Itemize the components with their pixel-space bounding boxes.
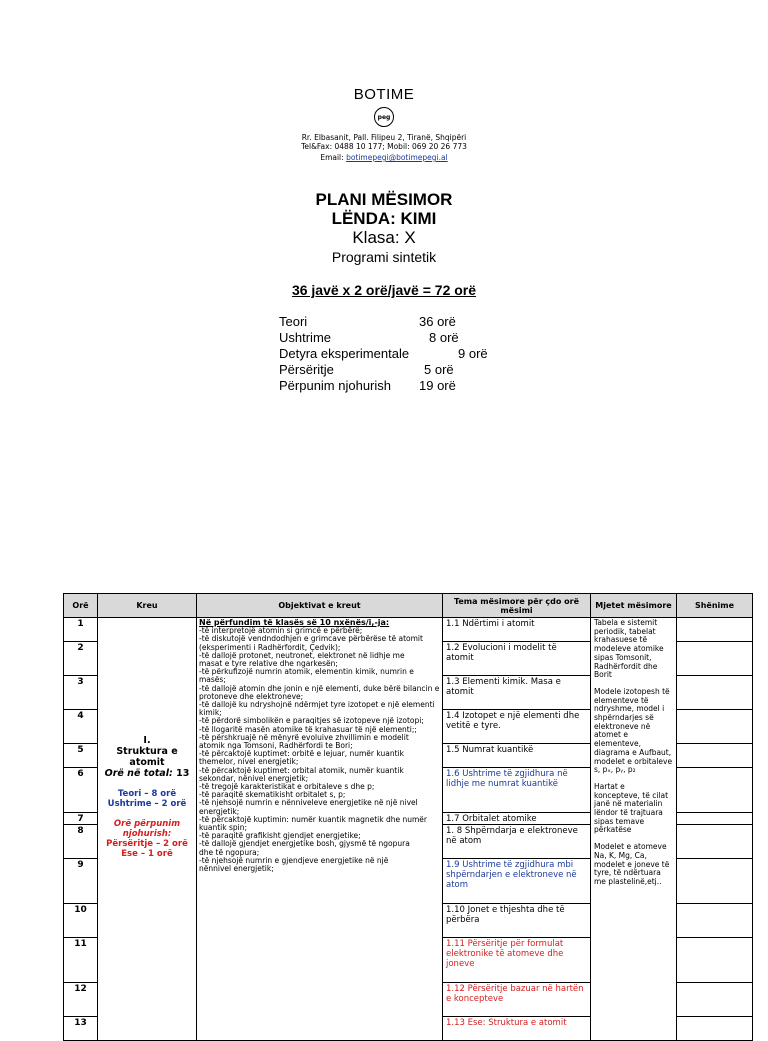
lesson-number: 6 — [64, 768, 98, 813]
lesson-topic: 1.9 Ushtrime të zgjidhura mbi shpërndarjen e elektroneve në atom — [443, 859, 591, 904]
chapter-total — [100, 768, 194, 779]
email-line — [0, 153, 768, 162]
lesson-number: 3 — [64, 676, 98, 710]
lesson-topic: 1. 8 Shpërndarja e elektroneve në atom — [443, 825, 591, 859]
objective-line: -të dallojë atomin dhe jonin e një elementi, duke bërë bilancin e protoneve dhe elektroneve; — [199, 683, 440, 701]
lesson-number: 2 — [64, 642, 98, 676]
breakdown-label: Përpunim njohurish — [279, 378, 392, 393]
objective-line: -të tregojë karakteristikat e orbitaleve s dhe p; — [199, 782, 375, 792]
lesson-number: 10 — [64, 904, 98, 938]
lesson-topic: 1.7 Orbitalet atomike — [443, 813, 591, 825]
notes-cell — [677, 859, 753, 904]
email-link[interactable]: botimepegi@botimepegi.al — [346, 153, 448, 162]
header-shenime: Shënime — [677, 594, 753, 618]
header-tema: Tema mësimore për çdo orë mësimi — [443, 594, 591, 618]
chapter-teori: Teori – 8 orë — [117, 789, 177, 799]
address-line: Rr. Elbasanit, Pall. Filipeu 2, Tiranë, Shqipëri — [301, 133, 467, 142]
lesson-number: 5 — [64, 744, 98, 768]
objective-line: nënnivel energjetik; — [199, 864, 274, 874]
chapter-roman: I. — [143, 735, 151, 746]
lesson-topic: 1.11 Përsëritje për formulat elektronike të atomeve dhe joneve — [443, 938, 591, 983]
chapter-ese: Ese – 1 orë — [121, 849, 173, 859]
subject-title: LËNDA: KIMI — [331, 209, 437, 228]
breakdown-row — [279, 314, 456, 329]
total-hours: 36 javë x 2 orë/javë = 72 orë — [291, 282, 477, 298]
class-label: Klasa: X — [352, 228, 416, 247]
lesson-topic: 1.6 Ushtrime të zgjidhura në lidhje me numrat kuantikë — [443, 768, 591, 813]
objective-line: -të përcaktojë kuptimin: numër kuantik magnetik dhe numër kuantik spin; — [199, 814, 427, 833]
lesson-number: 12 — [64, 983, 98, 1017]
teaching-tool: Tabela e sistemit periodik, tabelat krahasuese të modeleve atomike sipas Tomsonit, Radhërfordit dhe Borit — [594, 618, 664, 680]
teaching-tools-cell — [591, 618, 677, 1041]
teaching-tool: Hartat e koncepteve, të cilat janë në materialin lëndor të trajtuara sipas temave përkatëse — [594, 781, 669, 835]
objective-line: dhe të ngopura; — [199, 847, 260, 857]
notes-cell — [677, 744, 753, 768]
breakdown-label: Përsëritje — [279, 362, 334, 377]
notes-cell — [677, 983, 753, 1017]
lesson-plan-table — [63, 593, 753, 1041]
breakdown-row — [279, 378, 456, 393]
chapter-theory-exercise — [100, 789, 194, 809]
objective-line: -të paraqitë grafikisht gjendjet energjetike; — [199, 831, 361, 841]
header-objektivat: Objektivat e kreut — [197, 594, 443, 618]
notes-cell — [677, 676, 753, 710]
notes-cell — [677, 813, 753, 825]
objectives-cell — [197, 618, 443, 1041]
lesson-topic: 1.1 Ndërtimi i atomit — [443, 618, 591, 642]
breakdown-value: 36 orë — [419, 314, 456, 329]
notes-cell — [677, 642, 753, 676]
lesson-number: 8 — [64, 825, 98, 859]
program-label: Programi sintetik — [331, 249, 437, 265]
breakdown-row — [279, 330, 459, 345]
header-kreu: Kreu — [98, 594, 197, 618]
objective-line: atomik nga Tomsoni, Radhërfordi te Bori; — [199, 741, 353, 751]
lesson-topic: 1.2 Evolucioni i modelit të atomit — [443, 642, 591, 676]
breakdown-value: 19 orë — [419, 378, 456, 393]
table-row — [64, 618, 753, 642]
chapter-perpunim-label: Orë përpunim njohurish: — [113, 819, 181, 839]
lesson-topic: 1.13 Ese: Struktura e atomit — [443, 1017, 591, 1041]
notes-cell — [677, 618, 753, 642]
objective-line: energjetik; — [199, 806, 240, 816]
objective-line: -të përdorë simbolikën e paraqitjes së izotopeve një izotopi; — [199, 716, 424, 726]
objective-line: -të njehsojë numrin e gjendjeve energjetike në një — [199, 855, 389, 865]
chapter-title — [100, 735, 194, 768]
objective-line: masës; — [199, 675, 226, 685]
publisher-contact — [0, 133, 768, 151]
lesson-topic: 1.10 Jonet e thjeshta dhe të përbëra — [443, 904, 591, 938]
objective-line: -të paraqitë skematikisht orbitalet s, p; — [199, 790, 346, 800]
lesson-number: 7 — [64, 813, 98, 825]
objective-line: -të përshkruajë në mënyrë evoluive zhvillimin e modelit — [199, 732, 409, 742]
lesson-number: 13 — [64, 1017, 98, 1041]
chapter-perseritje: Përsëritje – 2 orë — [106, 839, 188, 849]
publisher-logo: peg — [374, 107, 394, 127]
breakdown-row — [279, 346, 488, 361]
notes-cell — [677, 768, 753, 813]
teaching-tool: Modelet e atomeve Na, K, Mg, Ca, modelet e joneve të tyre, të ndërtuara me plastelinë,etj.. — [594, 842, 670, 886]
objective-line: -të përcaktojë kuptimet: orbitë e lejuar, numër kuantik — [199, 749, 404, 759]
breakdown-value: 9 orë — [458, 346, 488, 361]
notes-cell — [677, 825, 753, 859]
breakdown-row — [279, 362, 454, 377]
email-label: Email: — [320, 153, 344, 162]
header-mjetet: Mjetet mësimore — [591, 594, 677, 618]
objective-line: -të diskutojë vendndodhjen e grimcave përbërëse të atomit (eksperimenti i Radhërfordit, Çedvik); — [199, 634, 423, 652]
notes-cell — [677, 710, 753, 744]
lesson-topic: 1.4 Izotopet e një elementi dhe vetitë e tyre. — [443, 710, 591, 744]
objective-line: -të dallojë protonet, neutronet, elektronet në lidhje me — [199, 650, 405, 660]
chapter-cell — [98, 618, 197, 1041]
lesson-number: 9 — [64, 859, 98, 904]
header-ore: Orë — [64, 594, 98, 618]
breakdown-label: Teori — [279, 314, 308, 329]
objective-line: -të interpretojë atomin si grimcë e përbërë; — [199, 626, 363, 636]
objective-line: -të llogaritë masën atomike të krahasuar të një elementi;; — [199, 724, 417, 734]
lesson-topic: 1.5 Numrat kuantikë — [443, 744, 591, 768]
notes-cell — [677, 1017, 753, 1041]
chapter-name: Struktura e atomit — [116, 746, 178, 768]
chapter-ushtrime: Ushtrime – 2 orë — [107, 799, 187, 809]
chapter-total-label: Orë në total: — [104, 768, 173, 779]
lesson-number: 4 — [64, 710, 98, 744]
teaching-tool: Modele izotopesh të elementeve të ndryshme, model i shpërndarjes së elektroneve në atomet e elementeve, diagrama e Aufbaut, modelet e orbitaleve s, pₓ, pᵧ, p₂ — [594, 686, 673, 775]
chapter-processing — [100, 819, 194, 859]
breakdown-value: 8 orë — [429, 330, 459, 345]
objective-line: -të përkufizojë numrin atomik, elementin kimik, numrin e — [199, 667, 414, 677]
lesson-number: 1 — [64, 618, 98, 642]
publisher-name: BOTIME — [353, 86, 415, 103]
notes-cell — [677, 938, 753, 983]
lesson-number: 11 — [64, 938, 98, 983]
objective-line: Në përfundim të klasës së 10 nxënës/i,-ja: — [199, 618, 390, 627]
document-title: PLANI MËSIMOR — [315, 190, 453, 209]
objective-line: masat e tyre relative dhe ngarkesën; — [199, 659, 338, 669]
objective-line: -të dallojë ku ndryshojnë ndërmjet tyre izotopet e një elementi kimik; — [199, 700, 435, 718]
chapter-total-value: 13 — [176, 768, 190, 779]
breakdown-label: Ushtrime — [279, 330, 332, 345]
objective-line: themelor, nivel energjetik; — [199, 757, 299, 767]
telfax-line: Tel&Fax: 0488 10 177; Mobil: 069 20 26 773 — [301, 142, 467, 151]
objective-line: sekondar, nënivel energjetik; — [199, 773, 309, 783]
objective-line: -të njehsojë numrin e nënniveleve energjetike në një nivel — [199, 798, 418, 808]
lesson-topic: 1.12 Përsëritje bazuar në hartën e koncepteve — [443, 983, 591, 1017]
objective-line: -të dallojë gjendjet energjetike bosh, gjysmë të ngopura — [199, 839, 410, 849]
lesson-topic: 1.3 Elementi kimik. Masa e atomit — [443, 676, 591, 710]
breakdown-label: Detyra eksperimentale — [279, 346, 410, 361]
notes-cell — [677, 904, 753, 938]
objective-line: -të përcaktojë kuptimet: orbital atomik, numër kuantik — [199, 765, 404, 775]
breakdown-value: 5 orë — [424, 362, 454, 377]
